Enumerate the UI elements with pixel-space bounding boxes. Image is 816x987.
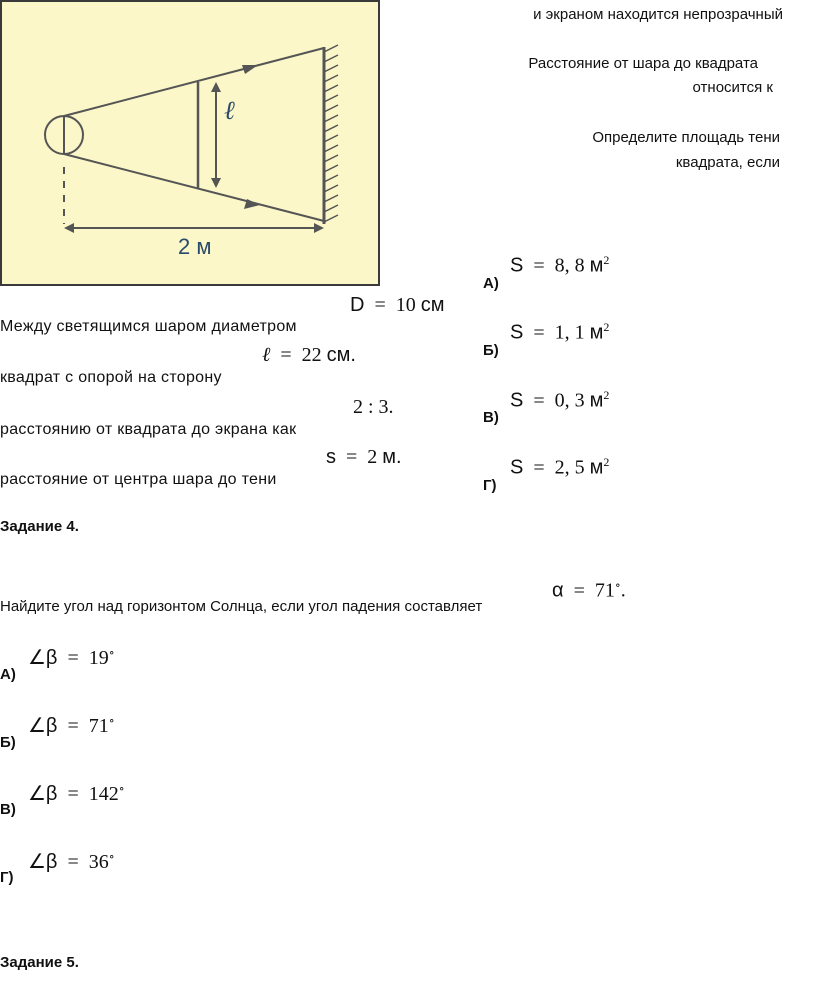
task4-option-c-formula: ∠β = 142∘ [28,781,125,805]
upper-ray [64,48,324,116]
task4-option-b-label: Б) [0,734,16,751]
task3-option-b-formula: S = 1, 1 $м^2$ [510,320,610,344]
task4-question: Найдите угол над горизонтом Солнца, если угол падения составляет [0,598,483,615]
right-text-line3a: Определите площадь тени [592,129,780,146]
right-text-line1: и экраном находится непрозрачный [533,6,783,23]
ell-arrow-up [211,82,221,92]
right-text-line2b: относится к [692,79,773,96]
task3-option-d-formula: S = 2, 5 $м^2$ [510,455,610,479]
task3-line2: квадрат с опорой на сторону [0,369,222,386]
ell-arrow-down [211,178,221,188]
task3-line1: Между светящимся шаром диаметром [0,318,297,335]
upper-ray-arrow [242,65,258,74]
formula-l: ℓ = 22 см. [262,344,356,366]
task4-option-d-formula: ∠β = 36∘ [28,849,115,873]
formula-d: D = 10 см [350,294,445,316]
task3-option-d-label: Г) [483,477,497,494]
task3-option-c-formula: S = 0, 3 $м^2$ [510,388,610,412]
task3-option-a-label: А) [483,275,499,292]
distance-label: 2 м [178,234,212,259]
task3-option-a-formula: S = 8, 8 $м^2$ [510,253,610,277]
screen-hatching [324,45,338,222]
task3-option-b-label: Б) [483,342,499,359]
formula-s: s = 2 м. [326,446,402,468]
task4-option-b-formula: ∠β = 71∘ [28,713,115,737]
task3-line4: расстояние от центра шара до тени [0,471,277,488]
shadow-diagram [0,0,380,286]
task3-line3: расстоянию от квадрата до экрана как [0,421,297,438]
task4-option-a-formula: ∠β = 19∘ [28,645,115,669]
task4-option-d-label: Г) [0,869,14,886]
task5-heading: Задание 5. [0,954,79,971]
distance-arrow-left [64,223,74,233]
formula-ratio: 2 : 3. [353,396,394,418]
lower-ray [64,154,324,221]
task4-option-c-label: В) [0,801,16,818]
right-text-line3b: квадрата, если [675,154,780,171]
distance-arrow-right [314,223,324,233]
task4-alpha-formula: α = 71∘. [552,578,626,602]
ell-label: ℓ [224,96,235,126]
task4-heading: Задание 4. [0,518,79,535]
task3-option-c-label: В) [483,409,499,426]
task4-option-a-label: А) [0,666,16,683]
right-text-line2a: Расстояние от шара до квадрата [528,55,758,72]
